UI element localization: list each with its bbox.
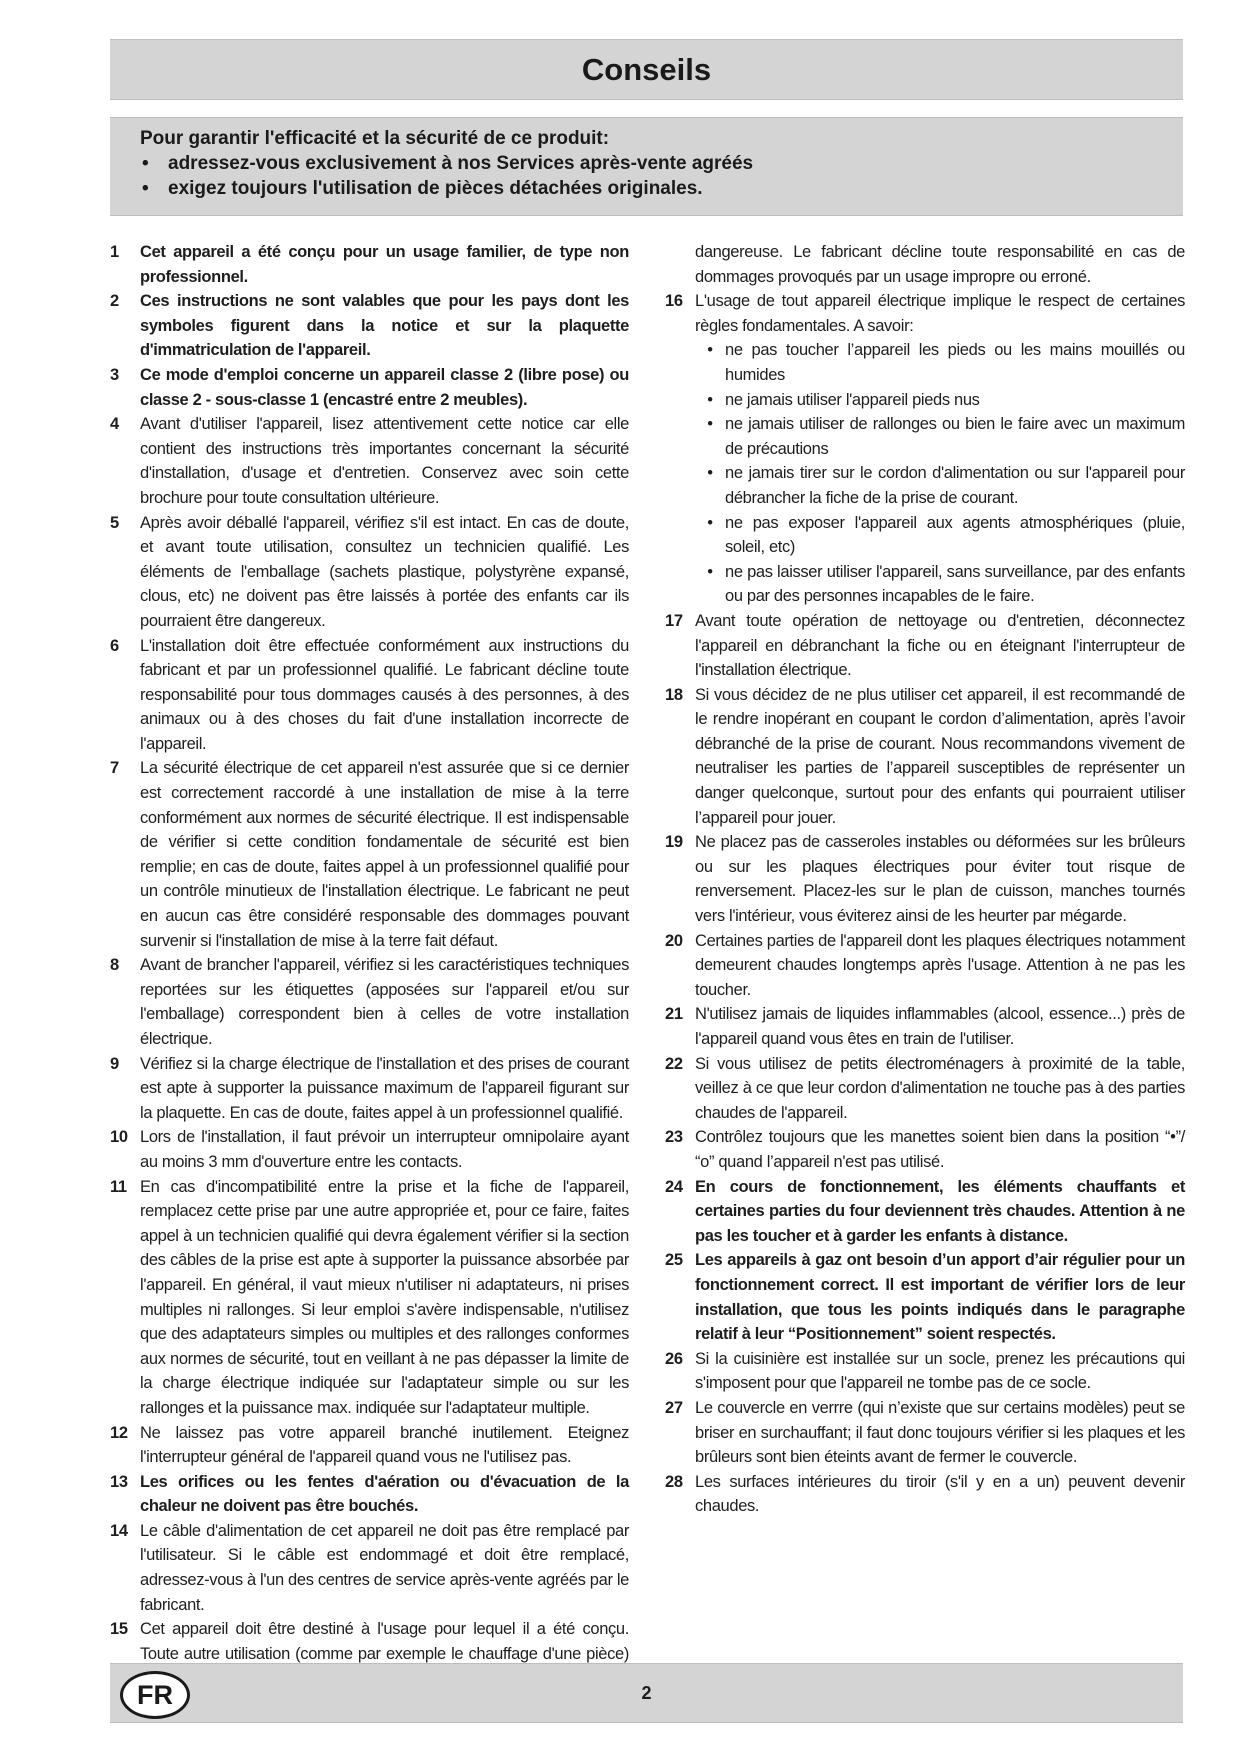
item-number: 14 [110,1521,128,1540]
advice-item [110,1052,629,1126]
sub-bullet [665,338,1185,387]
item-number: 10 [110,1128,128,1147]
item-text: Après avoir déballé l'appareil, vérifiez s'il est intact. En cas de doute, et avant toute utilisation, consultez un technicien qualifié. Les éléments de l'emballage (sachets plastique, polystyrène expansé, clous, etc) ne doivent pas être laissés à portée des enfants car ils pourraient être dangereux. [140,513,629,630]
advice-item [110,289,629,363]
sub-bullet-text: ne pas laisser utiliser l'appareil, sans surveillance, par des enfants ou par des personnes incapables de le faire. [725,562,1185,606]
item-number: 12 [110,1423,128,1442]
advice-item [665,1396,1185,1470]
advice-item [110,953,629,1051]
warning-bullet: • adressez-vous exclusivement à nos Services après-vente agréés [140,151,753,176]
item-text: Ne laissez pas votre appareil branché inutilement. Eteignez l'interrupteur général de l'appareil quand vous ne l'utilisez pas. [140,1423,629,1467]
item-text: N'utilisez jamais de liquides inflammables (alcool, essence...) près de l'appareil quand vous êtes en train de l'utiliser. [695,1005,1185,1048]
sub-bullet-text: ne jamais utiliser de rallonges ou bien le faire avec un maximum de précautions [725,415,1185,458]
item-number: 11 [110,1177,127,1196]
advice-item [665,1347,1185,1396]
bullet-icon: • [707,415,713,434]
advice-item [110,1125,629,1174]
bullet-icon: • [707,341,713,360]
advice-item [665,830,1185,928]
item-text: Lors de l'installation, il faut prévoir un interrupteur omnipolaire ayant au moins 3 mm d'ouverture entre les contacts. [140,1128,629,1171]
item-number: 18 [665,685,683,704]
item-text: Si vous décidez de ne plus utiliser cet appareil, il est recommandé de le rendre inopérant en coupant le cordon d’alimentation, après l’avoir débranché de la prise de courant. Nous recommandons vivement de neutraliser les parties de l’appareil susceptibles de représenter un danger quelconque, surtout pour des enfants qui pourraient utiliser l’appareil pour jouer. [695,685,1185,827]
advice-item [110,363,629,412]
advice-item [110,240,629,289]
advice-item [665,1002,1185,1051]
language-badge: FR [120,1671,190,1719]
item-number: 16 [665,292,683,311]
advice-item [110,1421,629,1470]
warning-intro: Pour garantir l'efficacité et la sécurité de ce produit: [140,128,610,149]
bullet-icon: • [707,390,713,409]
item-number: 20 [665,931,683,950]
item-text: Cet appareil doit être destiné à l'usage pour lequel il a été conçu. Toute autre utilisation (comme par exemple le chauffage d'une pièce) [140,1620,629,1663]
bullet-icon: • [707,562,713,581]
item-text: En cours de fonctionnement, les éléments chauffants et certaines parties du four deviennent très chaudes. Attention à ne pas les toucher et à garder les enfants à distance. [695,1177,1185,1245]
item-number: 5 [110,513,119,532]
sub-bullet [665,412,1185,461]
sub-bullet [665,560,1185,609]
advice-item [110,412,629,510]
title-bar [110,39,1183,100]
advice-item [665,929,1185,1003]
advice-item [110,1519,629,1617]
advice-item [665,1052,1185,1126]
advice-item [110,756,629,953]
footer-bar [110,1663,1183,1723]
sub-bullet [665,461,1185,510]
sub-bullet [665,511,1185,560]
item-number: 13 [110,1472,128,1491]
item-number: 1 [110,243,119,261]
advice-item [665,1125,1185,1174]
page-title: Conseils [581,52,712,87]
item-text: L'usage de tout appareil électrique implique le respect de certaines règles fondamentales. A savoir: [695,292,1185,335]
item-text: Avant toute opération de nettoyage ou d'entretien, déconnectez l'appareil en débranchant la fiche ou en éteignant l'interrupteur de l'installation électrique. [695,611,1185,680]
item-text: La sécurité électrique de cet appareil n'est assurée que si ce dernier est correctement raccordé à une installation de mise à la terre conformément aux normes de sécurité électrique. Il est indispensable de vérifier si cette condition fondamentale de sécurité est bien remplie; en cas de doute, faites appel à un professionnel qualifié pour un contrôle minutieux de l'installation électrique. Le fabricant ne peut en aucun cas être considéré responsable des dommages pouvant survenir si l'installation de mise à la terre fait défaut. [140,759,629,950]
item-text: L'installation doit être effectuée conformément aux instructions du fabricant et par un professionnel qualifié. Le fabricant décline toute responsabilité pour tous dommages causés à des personnes, à des animaux ou à des choses du fait d'une installation incorrecte de l'appareil. [140,636,629,753]
item-number: 27 [665,1398,683,1417]
right-column [665,240,1185,1519]
item-text: Ne placez pas de casseroles instables ou déformées sur les brûleurs ou sur les plaques électriques pour éviter tout risque de renversement. Placez-les sur le plan de cuisson, manches tournés vers l'intérieur, vous éviterez ainsi de les heurter par mégarde. [695,833,1185,926]
item-number: 19 [665,833,683,852]
sub-bullet-text: ne jamais utiliser l'appareil pieds nus [725,390,980,409]
item-text: Le câble d'alimentation de cet appareil ne doit pas être remplacé par l'utilisateur. Si le câble est endommagé et doit être remplacé, adressez-vous à l'un des centres de service après-vente agréés par le fabricant. [140,1521,629,1614]
item-number: 15 [110,1620,128,1639]
item-number: 7 [110,759,119,778]
item-number: 22 [665,1054,683,1073]
warning-box [110,117,1183,216]
item-text: Les appareils à gaz ont besoin d’un apport d’air régulier pour un fonctionnement correct. Il est important de vérifier lors de leur installation, que tous les points indiqués dans le paragraphe relatif à leur “Positionnement” soient respectés. [695,1251,1185,1344]
sub-bullet-text: ne pas exposer l'appareil aux agents atmosphériques (pluie, soleil, etc) [725,513,1185,557]
item-text: Les surfaces intérieures du tiroir (s'il y en a un) peuvent devenir chaudes. [695,1472,1185,1516]
item-number: 8 [110,956,119,975]
item-number: 9 [110,1054,119,1073]
page-number: 2 [641,1683,652,1703]
advice-item [665,1248,1185,1346]
sub-bullet-text: ne pas toucher l’appareil les pieds ou les mains mouillés ou humides [725,341,1185,384]
advice-item [665,289,1185,338]
item-text: Si la cuisinière est installée sur un socle, prenez les précautions qui s'imposent pour que l'appareil ne tombe pas de ce socle. [695,1349,1185,1393]
item-continuation: dangereuse. Le fabricant décline toute responsabilité en cas de dommages provoqués par un usage impropre ou erroné. [695,243,1185,286]
advice-item [665,1470,1185,1519]
item-text: Contrôlez toujours que les manettes soient bien dans la position “•”/ “o” quand l’appareil n'est pas utilisé. [695,1128,1185,1171]
item-text: Avant d'utiliser l'appareil, lisez attentivement cette notice car elle contient des instructions très importantes concernant la sécurité d'installation, d'usage et d'entretien. Conservez avec soin cette brochure pour toute consultation ultérieure. [140,415,629,507]
bullet-icon: • [707,513,713,532]
advice-item [665,683,1185,831]
item-text: Certaines parties de l'appareil dont les plaques électriques notamment demeurent chaudes longtemps après l'usage. Attention à ne pas les toucher. [695,931,1185,999]
item-text: Ces instructions ne sont valables que pour les pays dont les symboles figurent dans la notice et sur la plaquette d'immatriculation de l'appareil. [140,292,629,360]
item-text: Vérifiez si la charge électrique de l'installation et des prises de courant est apte à supporter la puissance maximum de l'appareil figurant sur la plaquette. En cas de doute, faites appel à un professionnel qualifié. [140,1054,629,1122]
item-text: Les orifices ou les fentes d'aération ou d'évacuation de la chaleur ne doivent pas être bouchés. [140,1472,629,1516]
item-number: 4 [110,415,119,434]
item-number: 2 [110,292,119,311]
bullet-icon: • [707,464,713,483]
item-number: 23 [665,1128,683,1147]
item-text: Si vous utilisez de petits électroménagers à proximité de la table, veillez à ce que leur cordon d'alimentation ne touche pas à des parties chaudes de l'appareil. [695,1054,1185,1122]
sub-bullet [665,388,1185,413]
item-number: 26 [665,1349,683,1368]
warning-bullet: • exigez toujours l'utilisation de pièces détachées originales. [140,176,753,201]
advice-item [110,511,629,634]
advice-item [665,1175,1185,1249]
sub-bullet-text: ne jamais tirer sur le cordon d'alimentation ou sur l'appareil pour débrancher la fiche de la prise de courant. [725,464,1185,507]
item-number: 6 [110,636,119,655]
item-number: 3 [110,365,119,384]
item-number: 28 [665,1472,683,1491]
item-text: Cet appareil a été conçu pour un usage familier, de type non professionnel. [140,243,629,286]
advice-item [110,1175,629,1421]
item-text: Avant de brancher l'appareil, vérifiez si les caractéristiques techniques reportées sur les étiquettes (apposées sur l'appareil et/ou sur l'emballage) correspondent bien à celles de votre installation électrique. [140,956,629,1048]
advice-item [110,634,629,757]
item-number: 17 [665,611,683,630]
left-column [110,240,629,1691]
item-number: 25 [665,1251,683,1270]
item-number: 24 [665,1177,683,1196]
item-text: En cas d'incompatibilité entre la prise et la fiche de l'appareil, remplacez cette prise par une autre appropriée et, pour ce faire, faites appel à un technicien qualifié qui devra également vérifier si la section des câbles de la prise est apte à supporter la puissance absorbée par l'appareil. En général, il vaut mieux n'utiliser ni adaptateurs, ni prises multiples ni rallonges. Si leur emploi s'avère indispensable, n'utilisez que des adaptateurs simples ou multiples et des rallonges conformes aux normes de sécurité, tout en veillant à ne pas dépasser la limite de la charge électrique indiquée sur l'adaptateur simple ou sur les rallonges et la puissance max. indiquée sur l'adaptateur multiple. [140,1177,629,1417]
advice-item [665,609,1185,683]
advice-item [110,1470,629,1519]
item-number: 21 [665,1005,683,1024]
item-text: Ce mode d'emploi concerne un appareil classe 2 (libre pose) ou classe 2 - sous-classe 1 (encastré entre 2 meubles). [140,365,629,409]
item-text: Le couvercle en verrre (qui n’existe que sur certains modèles) peut se briser en surchauffant; il faut donc toujours vérifier si les plaques et les brûleurs sont bien éteints avant de fermer le couvercle. [695,1398,1185,1467]
